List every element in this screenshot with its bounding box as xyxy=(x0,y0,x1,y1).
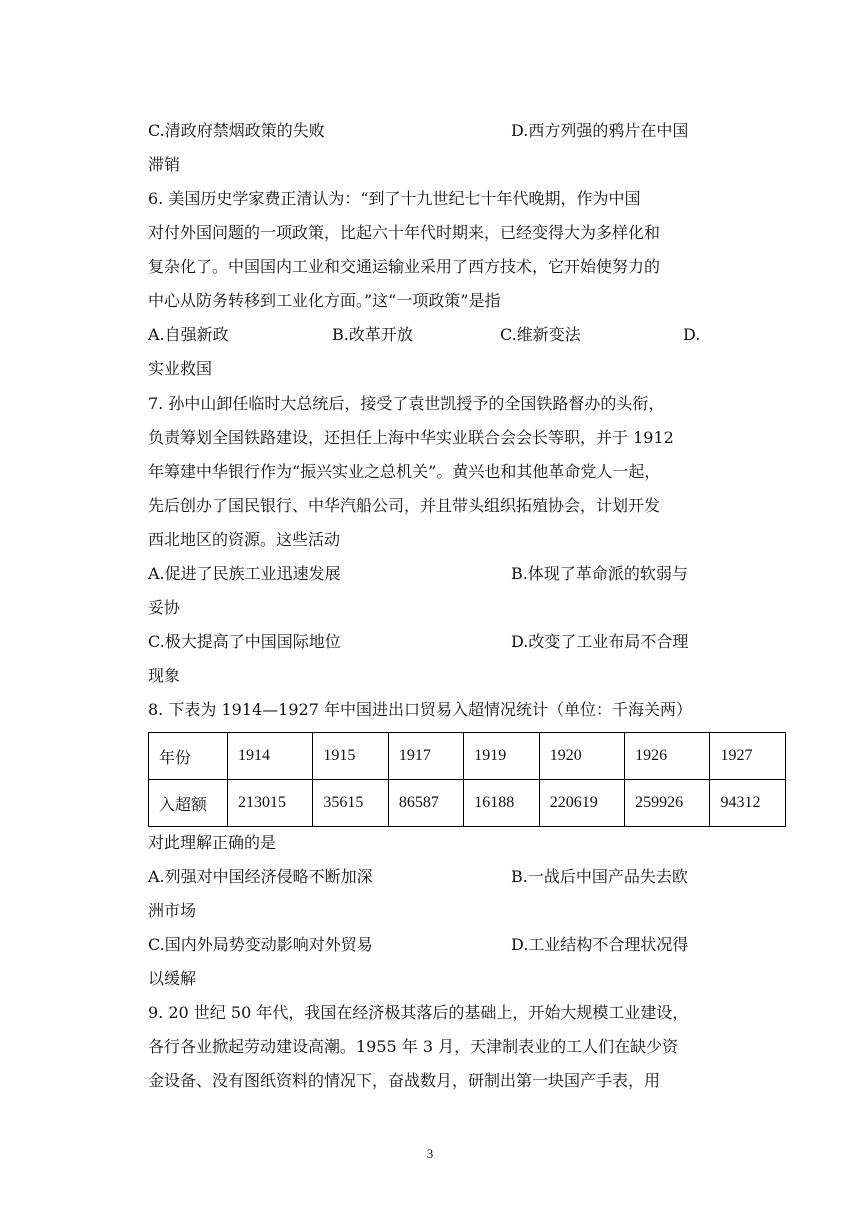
q8-option-c: C.国内外局势变动影响对外贸易 xyxy=(148,935,373,954)
q8-question: 对此理解正确的是 xyxy=(148,833,277,852)
q7-option-b-wrap: 妥协 xyxy=(148,598,181,617)
table-cell: 1919 xyxy=(464,733,539,780)
table-row xyxy=(149,780,786,827)
q6-option-d: D. xyxy=(683,325,701,344)
q6-stem-line-4: 中心从防务转移到工业化方面。”这“一项政策”是指 xyxy=(148,291,501,310)
table-cell: 213015 xyxy=(228,780,313,827)
q5-options-row-cd xyxy=(148,114,718,148)
table-cell: 94312 xyxy=(710,780,786,827)
q6-options-row xyxy=(148,318,718,352)
table-cell: 1917 xyxy=(388,733,463,780)
q8-option-d: D.工业结构不合理状况得 xyxy=(511,935,689,954)
q9-stem-line-3: 金设备、没有图纸资料的情况下，奋战数月，研制出第一块国产手表，用 xyxy=(148,1071,661,1090)
table-cell: 1915 xyxy=(313,733,388,780)
table-cell: 年份 xyxy=(149,733,228,780)
q7-option-d: D.改变了工业布局不合理 xyxy=(511,632,689,651)
table-cell: 259926 xyxy=(625,780,710,827)
q8-options-row-ab xyxy=(148,860,718,894)
q8-option-b-wrap: 洲市场 xyxy=(148,901,197,920)
q7-stem-line-2: 负责筹划全国铁路建设，还担任上海中华实业联合会会长等职，并于 1912 xyxy=(148,428,674,447)
q6-stem-line-2: 对付外国问题的一项政策，比起六十年代时期来，已经变得大为多样化和 xyxy=(148,223,661,242)
q8-options-row-cd xyxy=(148,928,718,962)
q7-stem-line-4: 先后创办了国民银行、中华汽船公司，并且带头组织拓殖协会，计划开发 xyxy=(148,496,661,515)
table-cell: 16188 xyxy=(464,780,539,827)
q6-option-b: B.改革开放 xyxy=(332,325,413,344)
q6-stem-line-3: 复杂化了。中国国内工业和交通运输业采用了西方技术，它开始使努力的 xyxy=(148,257,661,276)
table-cell: 入超额 xyxy=(149,780,228,827)
table-cell: 1926 xyxy=(625,733,710,780)
q5-option-d: D.西方列强的鸦片在中国 xyxy=(511,121,689,140)
table-cell: 220619 xyxy=(539,780,624,827)
q7-option-c: C.极大提高了中国国际地位 xyxy=(148,632,341,651)
q5-option-c: C.清政府禁烟政策的失败 xyxy=(148,121,325,140)
q9-stem-line-2: 各行各业掀起劳动建设高潮。1955 年 3 月，天津制表业的工人们在缺少资 xyxy=(148,1037,679,1056)
trade-deficit-table xyxy=(148,732,786,827)
q6-stem-line-1: 6. 美国历史学家费正清认为：“到了十九世纪七十年代晚期，作为中国 xyxy=(148,189,641,208)
table-cell: 86587 xyxy=(388,780,463,827)
table-header-row xyxy=(149,733,786,780)
q9-stem-line-1: 9. 20 世纪 50 年代，我国在经济极其落后的基础上，开始大规模工业建设， xyxy=(148,1003,689,1022)
table-cell: 1927 xyxy=(710,733,786,780)
q8-option-b: B.一战后中国产品失去欧 xyxy=(511,867,688,886)
page-number: 3 xyxy=(426,1146,434,1161)
q6-option-c: C.维新变法 xyxy=(500,325,581,344)
table-cell: 1914 xyxy=(228,733,313,780)
table-cell: 1920 xyxy=(539,733,624,780)
q7-option-b: B.体现了革命派的软弱与 xyxy=(511,564,688,583)
q5-option-d-wrap: 滞销 xyxy=(148,155,181,174)
q8-option-a: A.列强对中国经济侵略不断加深 xyxy=(148,867,373,886)
q6-option-a: A.自强新政 xyxy=(148,325,229,344)
q7-stem-line-5: 西北地区的资源。这些活动 xyxy=(148,530,341,549)
q7-stem-line-1: 7. 孙中山卸任临时大总统后，接受了袁世凯授予的全国铁路督办的头衔， xyxy=(148,394,665,413)
q8-stem: 8. 下表为 1914—1927 年中国进出口贸易入超情况统计（单位：千海关两） xyxy=(148,700,692,719)
q6-option-d-wrap: 实业救国 xyxy=(148,359,213,378)
q7-option-d-wrap: 现象 xyxy=(148,666,181,685)
table-cell: 35615 xyxy=(313,780,388,827)
q7-stem-line-3: 年筹建中华银行作为“振兴实业之总机关”。黄兴也和其他革命党人一起， xyxy=(148,462,661,481)
q7-option-a: A.促进了民族工业迅速发展 xyxy=(148,564,341,583)
q7-options-row-cd xyxy=(148,625,718,659)
q7-options-row-ab xyxy=(148,557,718,591)
q8-option-d-wrap: 以缓解 xyxy=(148,969,197,988)
